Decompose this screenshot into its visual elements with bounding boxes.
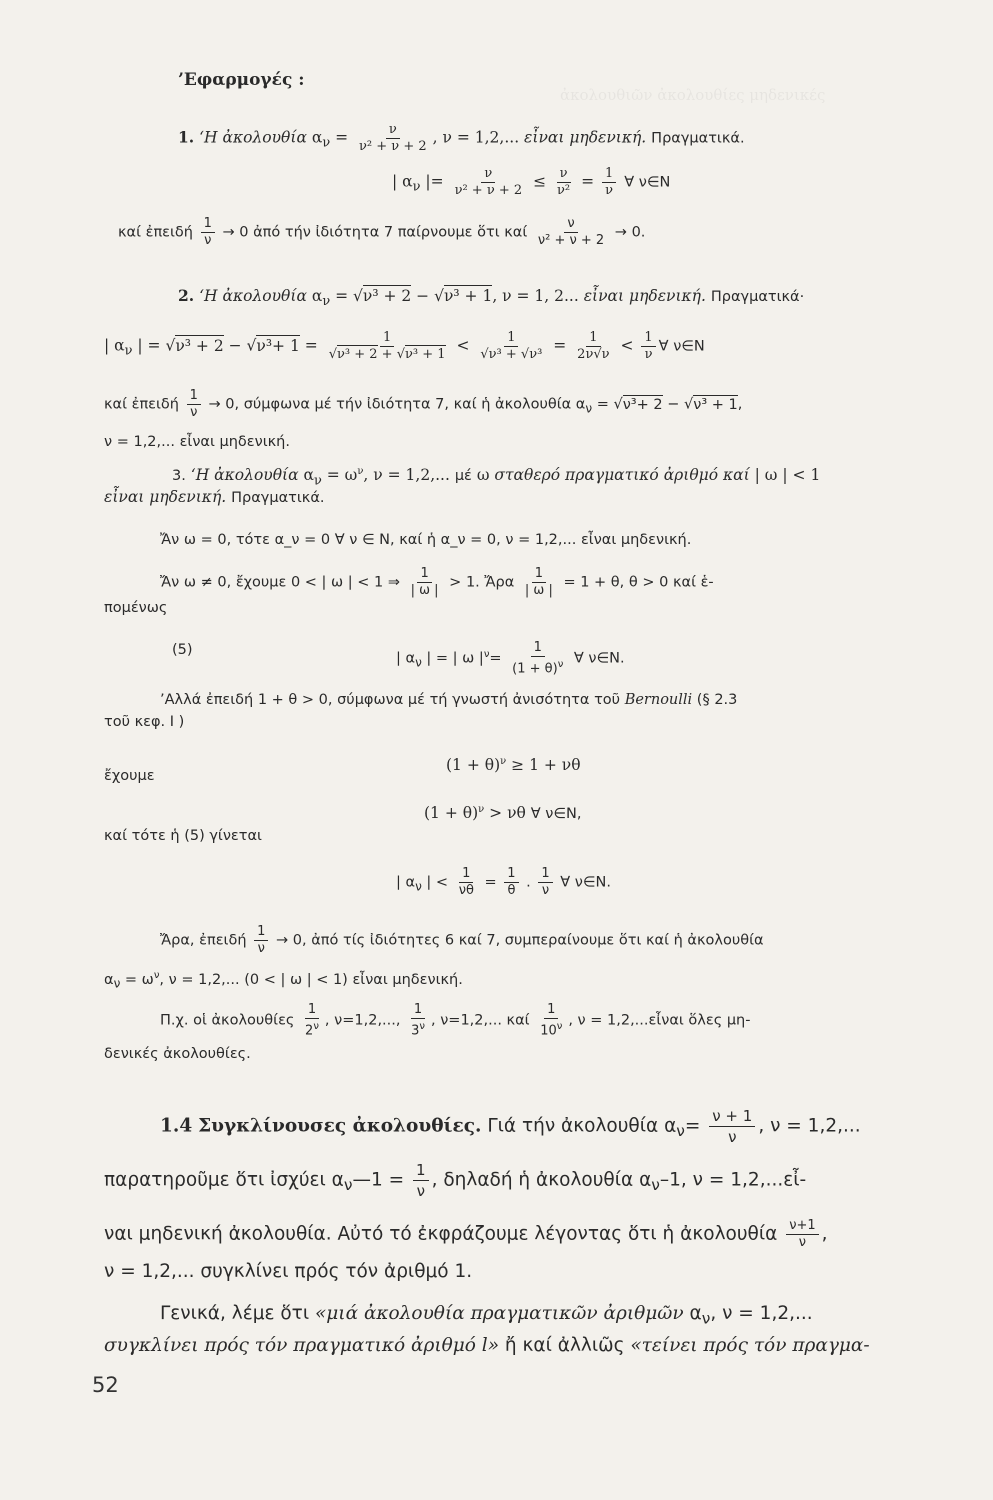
section-line3: ναι μηδενική ἀκολουθία. Αὐτό τό ἐκφράζουμε λέγοντας ὅτι ἡ ἀκολουθία $\frac{\nu+1}{\nu}$ ,: [104, 1218, 828, 1250]
ex1-conclusion: καί ἐπειδή $\frac{1}{\nu}$ → 0 ἀπό τήν ἰδιότητα 7 παίρνουμε ὅτι καί $\frac{\nu}{\text{ν² + ν + 2}}$ → 0.: [118, 216, 646, 248]
ara-line1: Ἄρα, ἐπειδή $\frac{1}{\nu}$ → 0, ἀπό τίς ἰδιότητες 6 καί 7, συμπεραίνουμε ὅτι καί ἡ ἀκολουθία: [160, 924, 764, 956]
ex1-line1: 1. ‘Η ἀκολουθία $\alpha_\nu$ = $\frac{\nu}{\text{ν² + ν + 2}}$ , ν = 1,2,... εἶναι μηδενική. Πραγματικά.: [178, 122, 745, 154]
example-px-line1: Π.χ. οἱ ἀκολουθίες $\frac{1}{2^\nu}$ , ν=1,2,..., $\frac{1}{3^\nu}$ , ν=1,2,... καί $\frac{1}{10^\nu}$ , ν = 1,2,...εἶναι ὅλες μη-: [160, 1002, 751, 1039]
section-number: 1.4: [160, 1115, 193, 1137]
tote: καί τότε ἡ (5) γίνεται: [104, 828, 262, 844]
ex3-line2: εἶναι μηδενική. Πραγματικά.: [104, 488, 325, 506]
ex2-inequality: | $\alpha_\nu$ | = √ν³ + 2 − √ν³+ 1 = $\frac{1}{\text{√ν³ + 2 + √ν³ + 1}}$ < $\frac{1}{\text{√ν³ + √ν³}}$ = $\frac{1}{2\nu√\nu}$ < $\frac{1}{\nu}$ ∀ ν∈N: [104, 330, 705, 362]
ara-line2: $\alpha_\nu = \omega^\nu$, ν = 1,2,... (0 < | ω | < 1) εἶναι μηδενική.: [104, 970, 463, 991]
ex2-conclusion-1: καί ἐπειδή $\frac{1}{\nu}$ → 0, σύμφωνα μέ τήν ἰδιότητα 7, καί ἡ ἀκολουθία $\alpha_\nu = √\nu^3+ 2 - √\nu^3 + 1$,: [104, 388, 743, 420]
eq-final: | $\alpha_\nu$ | < $\frac{1}{\nu\theta}$ = $\frac{1}{\theta}$ . $\frac{1}{\nu}$ ∀ ν∈N.: [396, 866, 611, 898]
eq5-label: (5): [172, 642, 193, 658]
ex3-epomenos: πομένως: [104, 600, 168, 616]
bernoulli-line2: τοῦ κεφ. I ): [104, 714, 185, 730]
eq5: | $\alpha_\nu$ | = | ω $|^\nu=$ $\frac{1}{(1 + \theta)^\nu}$ ∀ ν∈N.: [396, 640, 625, 677]
ex3-case-zero: Ἄν ω = 0, τότε α_ν = 0 ∀ ν ∈ N, καί ἡ α_ν = 0, ν = 1,2,... εἶναι μηδενική.: [160, 532, 692, 548]
section-line6: συγκλίνει πρός τόν πραγματικό ἀριθμό l» ἤ καί ἀλλιῶς «τείνει πρός τόν πραγμα-: [104, 1335, 870, 1356]
bleed-through-text: ἀκολουθιῶν ἀκολουθίες μηδενικές: [560, 86, 826, 104]
exoume: ἔχουμε: [104, 768, 155, 784]
ex3-case-nonzero: Ἄν ω ≠ 0, ἔχουμε 0 < | ω | < 1 ⇒ $\frac{1}{| \omega |}$ > 1. Ἄρα $\frac{1}{| \omega |}$ = 1 + θ, θ > 0 καί ἑ-: [160, 566, 714, 598]
page-number: 52: [92, 1373, 119, 1397]
eq-greater: $(1 + \theta)^\nu > \nu\theta$ ∀ ν∈N,: [424, 804, 582, 823]
section-line2: παρατηροῦμε ὅτι ἰσχύει $\alpha_\nu—1$ = $\frac{1}{\nu}$ , δηλαδή ἡ ἀκολουθία $\alpha_\nu-1$, ν = 1,2,...εἶ-: [104, 1161, 807, 1200]
section-line5: Γενικά, λέμε ὅτι «μιά ἀκολουθία πραγματικῶν ἀριθμῶν $\alpha_\nu$, ν = 1,2,...: [160, 1303, 813, 1328]
bernoulli-line1: ’Αλλά ἐπειδή 1 + θ > 0, σύμφωνα μέ τή γνωστή ἀνισότητα τοῦ Bernoulli (§ 2.3: [160, 692, 738, 708]
ex2-line1: 2. ‘Η ἀκολουθία $\alpha_\nu = √\nu^3 + 2 - √\nu^3 + 1$, ν = 1, 2... εἶναι μηδενική. Πραγματικά·: [178, 286, 805, 310]
heading: ’Εφαρμογές :: [178, 70, 305, 90]
ex2-conclusion-2: ν = 1,2,... εἶναι μηδενική.: [104, 434, 290, 450]
section-heading: 1.4 Συγκλίνουσες ἀκολουθίες. Γιά τήν ἀκολουθία $\alpha_\nu=$ $\frac{\nu + 1}{\nu}$ , ν = 1,2,...: [160, 1107, 861, 1146]
section-title: Συγκλίνουσες ἀκολουθίες.: [198, 1115, 482, 1137]
section-line4: ν = 1,2,... συγκλίνει πρός τόν ἀριθμό 1.: [104, 1261, 473, 1282]
ex1-inequality: | $\alpha_\nu$ |= $\frac{\nu}{\text{ν² + ν + 2}}$ ≤ $\frac{\nu}{\text{ν²}}$ = $\frac{1}{\nu}$ ∀ ν∈N: [392, 166, 671, 198]
bernoulli-inequality: $(1 + \theta)^\nu \ge 1 + \nu\theta$: [446, 756, 581, 775]
example-px-line2: δενικές ἀκολουθίες.: [104, 1046, 251, 1062]
ex3-line1: 3. ‘Η ἀκολουθία $\alpha_\nu = \omega^\nu$, ν = 1,2,... μέ ω σταθερό πραγματικό ἀριθμό καί | ω | < 1: [172, 466, 821, 489]
